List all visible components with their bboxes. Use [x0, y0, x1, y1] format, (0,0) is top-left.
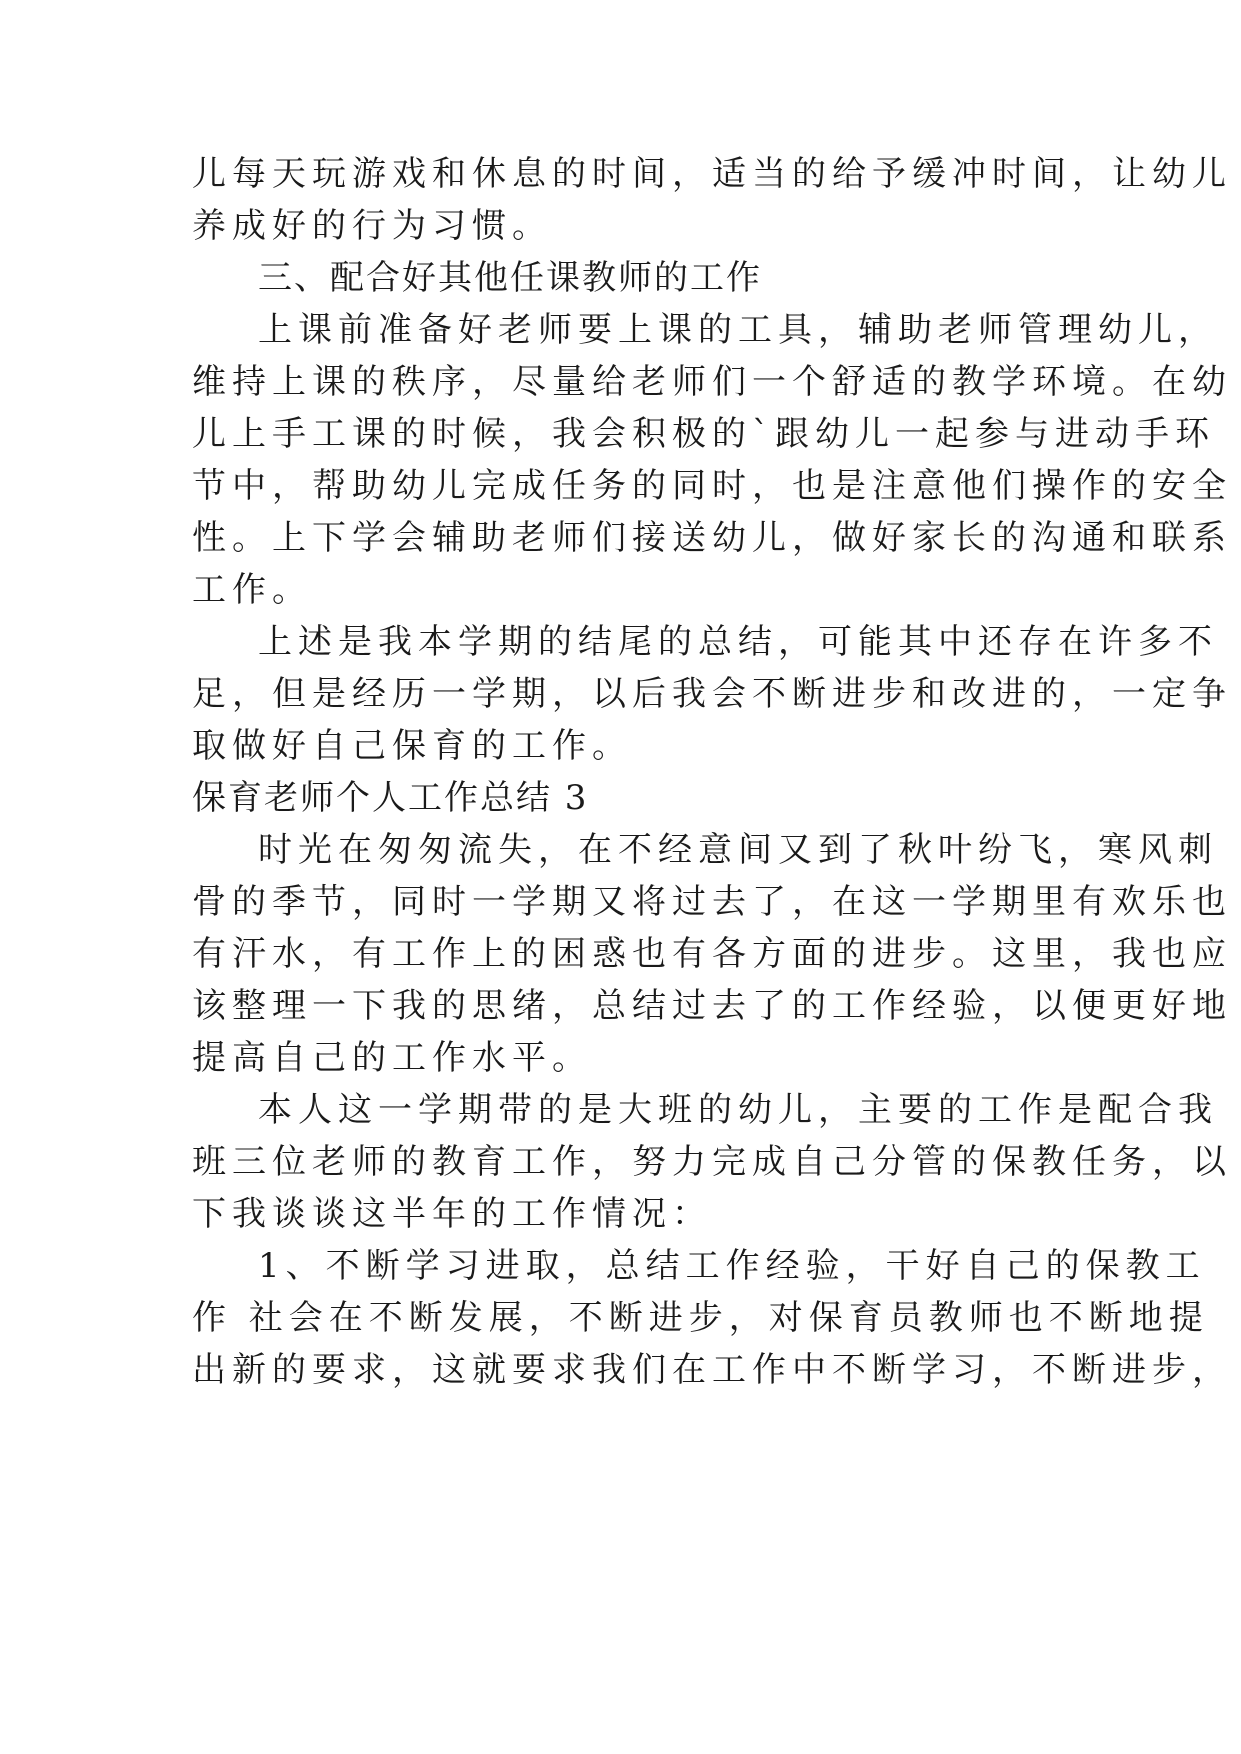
paragraph-line: 下我谈谈这半年的工作情况： — [192, 1194, 712, 1234]
paragraph-line: 上课前准备好老师要上课的工具，辅助老师管理幼儿， — [258, 310, 1218, 350]
paragraph-line: 性。上下学会辅助老师们接送幼儿，做好家长的沟通和联系 — [192, 518, 1232, 558]
paragraph-line: 该整理一下我的思绪，总结过去了的工作经验，以便更好地 — [192, 986, 1232, 1026]
section-heading: 三、配合好其他任课教师的工作 — [258, 258, 762, 298]
paragraph-line: 儿上手工课的时候，我会积极的`跟幼儿一起参与进动手环 — [192, 414, 1215, 454]
paragraph-line: 有汗水，有工作上的困惑也有各方面的进步。这里，我也应 — [192, 934, 1232, 974]
paragraph-line: 提高自己的工作水平。 — [192, 1038, 592, 1078]
paragraph-line: 1、不断学习进取，总结工作经验，干好自己的保教工 — [258, 1246, 1206, 1286]
section-title: 保育老师个人工作总结 3 — [192, 778, 589, 818]
paragraph-line: 工作。 — [192, 570, 312, 610]
paragraph-line: 班三位老师的教育工作，努力完成自己分管的保教任务，以 — [192, 1142, 1232, 1182]
paragraph-line: 时光在匆匆流失，在不经意间又到了秋叶纷飞，寒风刺 — [258, 830, 1218, 870]
paragraph-line: 儿每天玩游戏和休息的时间，适当的给予缓冲时间，让幼儿 — [192, 154, 1232, 194]
paragraph-line: 上述是我本学期的结尾的总结，可能其中还存在许多不 — [258, 622, 1218, 662]
paragraph-line: 取做好自己保育的工作。 — [192, 726, 632, 766]
paragraph-line: 作 社会在不断发展，不断进步，对保育员教师也不断地提 — [192, 1298, 1209, 1338]
paragraph-line: 维持上课的秩序，尽量给老师们一个舒适的教学环境。在幼 — [192, 362, 1232, 402]
paragraph-line: 骨的季节，同时一学期又将过去了，在这一学期里有欢乐也 — [192, 882, 1232, 922]
paragraph-line: 出新的要求，这就要求我们在工作中不断学习，不断进步， — [192, 1350, 1232, 1390]
paragraph-line: 足，但是经历一学期，以后我会不断进步和改进的，一定争 — [192, 674, 1232, 714]
paragraph-line: 节中，帮助幼儿完成任务的同时，也是注意他们操作的安全 — [192, 466, 1232, 506]
paragraph-line: 本人这一学期带的是大班的幼儿，主要的工作是配合我 — [258, 1090, 1218, 1130]
paragraph-line: 养成好的行为习惯。 — [192, 206, 552, 246]
